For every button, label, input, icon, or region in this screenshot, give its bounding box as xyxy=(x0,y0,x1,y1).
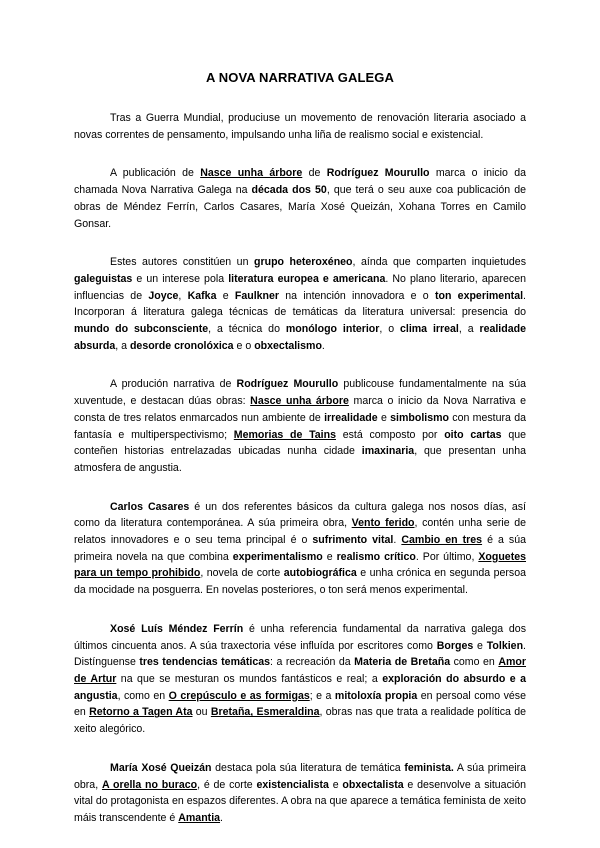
text-run: como en xyxy=(450,656,499,669)
bold-term: grupo heteroxéneo xyxy=(254,256,353,269)
text-run: e o xyxy=(233,339,255,352)
text-run: que conteñen historias entrelazadas ubicadas nunha cidade xyxy=(74,428,526,458)
work-title: A orella no buraco xyxy=(101,778,198,791)
bold-term: galeguistas xyxy=(74,272,133,285)
text-run: . xyxy=(321,339,325,352)
paragraph xyxy=(74,760,526,827)
bold-term: autobiográfica xyxy=(283,567,357,580)
bold-term: existencialista xyxy=(256,778,329,791)
text-run: , é de corte xyxy=(197,778,257,791)
bold-term: Tolkien xyxy=(486,639,524,652)
work-title: O crepúsculo e as formigas xyxy=(168,689,310,702)
bold-term: feminista. xyxy=(404,761,454,774)
bold-term: imaxinaria xyxy=(361,445,415,458)
text-run: e un interese pola xyxy=(132,272,229,285)
paragraph xyxy=(74,376,526,476)
text-run: publicouse fundamentalmente na súa xuventude, e destacan dúas obras: xyxy=(74,378,526,408)
bold-term: simbolismo xyxy=(390,411,450,424)
bold-term: obxectalismo xyxy=(254,339,322,352)
bold-term: oito cartas xyxy=(444,428,502,441)
bold-term: Borges xyxy=(436,639,474,652)
text-run: , que presentan unha atmosfera de angustia. xyxy=(74,445,526,474)
bold-term: Joyce xyxy=(148,289,179,302)
text-run: é un dos referentes básicos da cultura galega nos nosos días, así como da literatura contemporánea. A súa primeira obra, xyxy=(74,500,526,530)
bold-term: sufrimento vital xyxy=(312,534,394,547)
paragraph xyxy=(74,110,526,143)
document-title: A NOVA NARRATIVA GALEGA xyxy=(206,70,394,85)
bold-term: Rodríguez Mourullo xyxy=(236,378,339,391)
text-run: é unha referencia fundamental da narrativa galega dos últimos cincuenta anos. A súa traxectoria vése influída por escritores como xyxy=(74,622,526,652)
text-run: marca o inicio da Nova Narrativa e consta de tres relatos enmarcados nun ambiente de xyxy=(74,395,526,424)
work-title: Memorias de Tains xyxy=(233,428,336,441)
work-title: Xoguetes para un tempo prohibido xyxy=(74,550,527,580)
text-run: e desenvolve a situación vital do protagonista en espazos diferentes. A obra na que aparece a temática feminista de xeito máis transcendente é xyxy=(74,778,527,824)
bold-term: Xosé Luís Méndez Ferrín xyxy=(110,622,244,635)
text-run: . Incorporan á literatura galega técnicas de temáticas da literatura universal: presencia do xyxy=(74,289,526,319)
bold-term: Carlos Casares xyxy=(110,500,190,513)
text-run: ou xyxy=(192,706,211,719)
paragraph xyxy=(74,499,526,599)
text-run: , a técnica do xyxy=(208,323,286,336)
work-title: Retorno a Tagen Ata xyxy=(89,706,193,719)
text-run: , como en xyxy=(117,689,169,702)
bold-term: mitoloxía propia xyxy=(334,689,418,702)
text-run: é a súa primeira novela na que combina xyxy=(74,534,527,563)
text-run: . No plano literario, aparecen influencias de xyxy=(74,272,526,302)
bold-term: realidade absurda xyxy=(74,323,526,352)
text-run: . Por último, xyxy=(415,550,479,563)
text-run: e xyxy=(328,778,343,791)
work-title: Cambio en tres xyxy=(401,534,483,547)
text-run: , a xyxy=(458,323,480,336)
work-title: Nasce unha árbore xyxy=(200,167,303,180)
text-run: Estes autores constitúen un xyxy=(110,256,254,269)
text-run: , xyxy=(178,289,188,302)
bold-term: obxectalista xyxy=(342,778,404,791)
text-run: ; e a xyxy=(309,689,335,702)
text-run: A produción narrativa de xyxy=(110,378,237,391)
text-run: , obras nas que trata a realidade política de xeito alegórico. xyxy=(74,706,527,736)
text-run: Tras a Guerra Mundial, produciuse un movemento de renovación literaria asociado a novas correntes de pensamento, impulsando unha liña de realismo social e existencial. xyxy=(74,112,526,141)
bold-term: década dos 50 xyxy=(251,184,327,197)
text-run: , o xyxy=(379,323,400,336)
text-run: , a xyxy=(115,339,130,352)
work-title: Amor de Artur xyxy=(74,656,527,685)
text-run: . xyxy=(393,534,402,547)
paragraph xyxy=(74,254,526,354)
text-run: marca o inicio da chamada Nova Narrativa Galega na xyxy=(74,167,527,197)
text-run: , aínda que comparten inquietudes xyxy=(352,256,526,269)
document-body xyxy=(74,110,526,827)
text-run: : a recreación da xyxy=(270,656,355,669)
text-run: e xyxy=(377,411,391,424)
bold-term: monólogo interior xyxy=(285,323,380,336)
text-run: na que se mesturan os mundos fantásticos e real; a xyxy=(116,672,383,685)
work-title: Nasce unha árbore xyxy=(250,395,349,408)
work-title: Amantia xyxy=(178,811,221,824)
text-run: na intención innovadora e o xyxy=(279,289,435,302)
text-run: destaca pola súa literatura de temática xyxy=(211,761,405,774)
bold-term: Kafka xyxy=(187,289,217,302)
text-run: . Distínguense xyxy=(74,639,526,669)
work-title: Vento ferido xyxy=(351,517,415,530)
bold-term: mundo do subconsciente xyxy=(74,323,209,336)
bold-term: literatura europea e americana xyxy=(228,272,386,285)
bold-term: desorde cronolóxica xyxy=(129,339,234,352)
work-title: Bretaña, Esmeraldina xyxy=(210,706,320,719)
text-run: , que terá o seu auxe coa publicación de obras de Méndez Ferrín, Carlos Casares, María Xosé Queizán, Xohana Torres en Camilo Gonsar. xyxy=(74,184,527,230)
bold-term: María Xosé Queizán xyxy=(110,761,212,774)
text-run: A publicación de xyxy=(110,167,201,180)
text-run: A súa primeira obra, xyxy=(74,761,526,791)
bold-term: irrealidade xyxy=(324,411,378,424)
bold-term: clima irreal xyxy=(399,323,459,336)
bold-term: experimentalismo xyxy=(232,550,323,563)
text-run: con mestura da fantasía e multiperspectivismo; xyxy=(74,411,527,441)
paragraph xyxy=(74,621,526,738)
text-run: e xyxy=(216,289,235,302)
text-run: en persoal como vése en xyxy=(74,689,526,719)
text-run: , contén unha serie de relatos innovadores e o seu tema principal é o xyxy=(74,517,526,547)
bold-term: ton experimental xyxy=(434,289,524,302)
paragraph xyxy=(74,165,526,232)
text-run: e xyxy=(473,639,487,652)
bold-term: exploración do absurdo e a angustia xyxy=(74,672,527,702)
text-run: e xyxy=(322,550,337,563)
text-run: . xyxy=(220,811,223,824)
text-run: de xyxy=(302,167,327,180)
text-run: , novela de corte xyxy=(200,567,284,580)
text-run: e unha crónica en segunda persoa da mocidade na posguerra. En novelas posteriores, o ton será menos experimental. xyxy=(74,567,526,597)
bold-term: realismo crítico xyxy=(336,550,416,563)
bold-term: Materia de Bretaña xyxy=(354,656,451,669)
bold-term: Faulkner xyxy=(234,289,280,302)
bold-term: Rodríguez Mourullo xyxy=(326,167,430,180)
text-run: está composto por xyxy=(335,428,445,441)
bold-term: tres tendencias temáticas xyxy=(139,656,271,669)
